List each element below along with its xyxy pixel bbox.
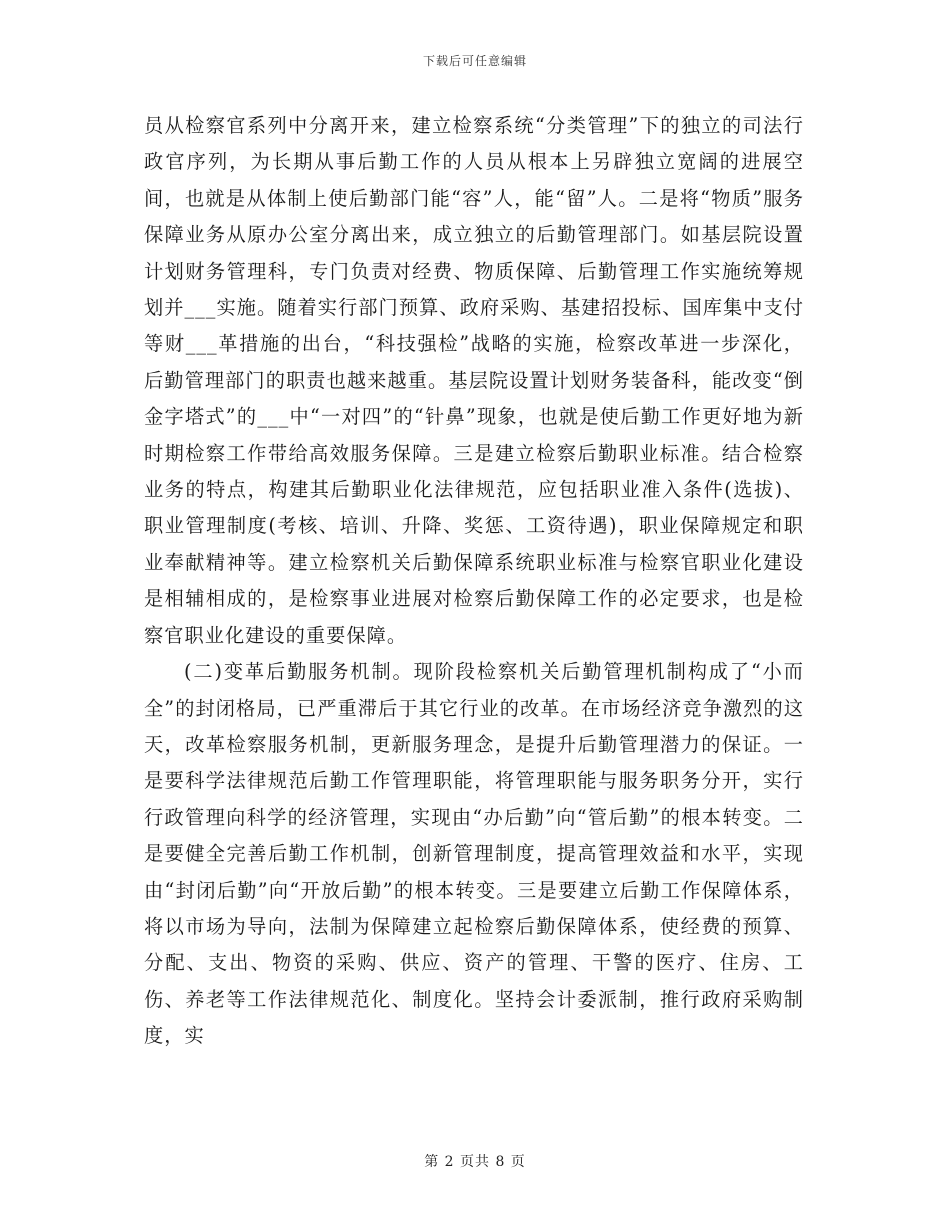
paragraph-section-2: (二)变革后勤服务机制。现阶段检察机关后勤管理机制构成了“小而全”的封闭格局，已严重滞后于其它行业的改革。在市场经济竞争激烈的这天，改革检察服务机制，更新服务理念，是提升后勤管理潜力的保证。一是要科学法律规范后勤工作管理职能，将管理职能与服务职务分开，实行行政管理向科学的经济管理，实现由“办后勤”向“管后勤”的根本转变。二是要健全完善后勤工作机制，创新管理制度，提高管理效益和水平，实现由“封闭后勤”向“开放后勤”的根本转变。三是要建立后勤工作保障体系，将以市场为导向，法制为保障建立起检察后勤保障体系，使经费的预算、分配、支出、物资的采购、供应、资产的管理、干警的医疗、住房、工伤、养老等工作法律规范化、制度化。坚持会计委派制，推行政府采购制度，实 [144, 660, 804, 1048]
page-header: 下载后可任意编辑 [422, 54, 527, 68]
paragraph-continuation: 员从检察官系列中分离开来，建立检察系统“分类管理”下的独立的司法行政官序列，为长期从事后勤工作的人员从根本上另辟独立宽阔的进展空间，也就是从体制上使后勤部门能“容”人，能“留”人。二是将“物质”服务保障业务从原办公室分离出来，成立独立的后勤管理部门。如基层院设置计划财务管理科，专门负责对经费、物质保障、后勤管理工作实施统筹规划并___实施。随着实行部门预算、政府采购、基建招投标、国库集中支付等财___革措施的出台，“科技强检”战略的实施，检察改革进一步深化，后勤管理部门的职责也越来越重。基层院设置计划财务装备科，能改变“倒金字塔式”的___中“一对四”的“针鼻”现象，也就是使后勤工作更好地为新时期检察工作带给高效服务保障。三是建立检察后勤职业标准。结合检察业务的特点，构建其后勤职业化法律规范，应包括职业准入条件(选拔)、职业管理制度(考核、培训、升降、奖惩、工资待遇)，职业保障规定和职业奉献精神等。建立检察机关后勤保障系统职业标准与检察官职业化建设是相辅相成的，是检察事业进展对检察后勤保障工作的必定要求，也是检察官职业化建设的重要保障。 [144, 114, 804, 647]
page-number: 第 2 页共 8 页 [424, 1154, 526, 1170]
document-body [144, 108, 804, 1055]
